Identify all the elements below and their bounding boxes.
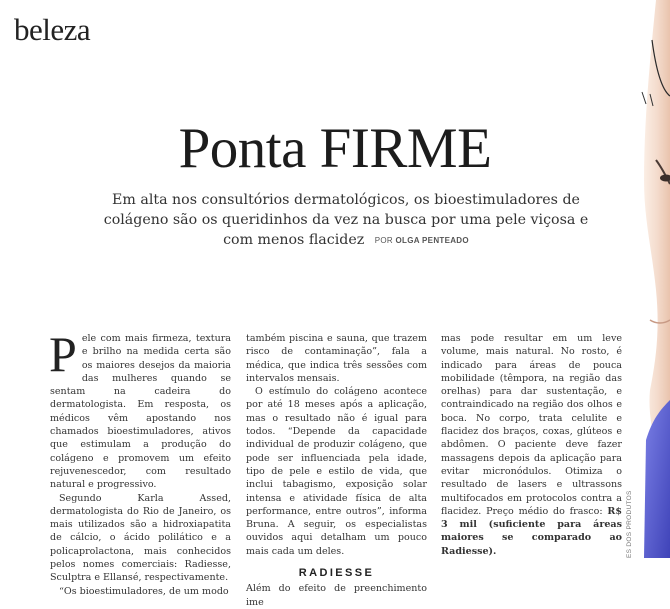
paragraph (49, 326, 231, 492)
paragraph: O estímulo do colágeno acontece por até 18 meses após a aplicação, mas o resultado não é igual para todos. “Depende da capacidade individual de produzir colágeno, que pode ser influenciada pela idade, tipo de pele e estilo de vida, que inclui tabagismo, exposição solar intensa e atividade física de alta performance, entre outros”, informa Bruna. A seguir, os especialistas ouvidos aqui detalham um pouco mais cada um deles. (246, 386, 427, 557)
deck (96, 190, 596, 251)
subhead-radiesse: RADIESSE (298, 567, 375, 580)
byline-prefix: POR (374, 236, 393, 245)
byline-name: OLGA PENTEADO (395, 236, 469, 245)
paragraph: também piscina e sauna, que trazem risco de contaminação”, fala a médica, que indica três sessões com intervalos mensais. (246, 333, 427, 384)
paragraph: Segundo Karla Assed, dermatologista do Rio de Janeiro, os mais utilizados são a hidroxiapatita de cálcio, o ácido polilático e a policaprolactona, mais conhecidos pelos nomes comerciais: Radiesse, Sculptra e Ellansé, respectivamente. (50, 492, 231, 584)
paragraph-text: ele com mais firmeza, textura e brilho na medida certa são os maiores desejos da maioria das mulheres quando se sentam na cadeira do dermatologista. Em resposta, os médicos vêm apostando nos chamados bioestimuladores, ativos que estimulam a produção do colágeno e promovem um efeito rejuvenescedor, com resultado natural e progressivo. (50, 333, 231, 491)
deck-text: Em alta nos consultórios dermatológicos, os bioestimuladores de colágeno são os queridinhos da vez na busca por uma pele viçosa e com menos flacidez (103, 192, 589, 248)
photo-credit: ES DOS PRODUTOS (626, 490, 633, 558)
article-column-2 (246, 332, 427, 609)
paragraph: Além do efeito de preenchimento ime (246, 583, 427, 608)
section-label: beleza (14, 12, 91, 47)
drop-cap: P (49, 326, 77, 382)
article-column-3 (441, 332, 622, 558)
paragraph (441, 332, 622, 558)
headline: Ponta FIRME (178, 117, 492, 180)
paragraph: “Os bioestimuladores, de um modo (59, 585, 229, 597)
paragraph-text: mas pode resultar em um leve volume, mais natural. No rosto, é indicado para áreas de pouca mobilidade (têmpora, na região das orelhas) para dar sustentação, e contraindicado na região dos olhos e boca. No corpo, trata celulite e flacidez dos braços, coxas, glúteos e abdômen. O paciente deve fazer massagens depois da aplicação para evitar micronódulos. Otimiza o resultado de lasers e ultrassons multifocados em protocolos contra a flacidez. Preço médio do frasco: (441, 333, 622, 517)
byline (375, 236, 469, 245)
article-column-1 (49, 326, 231, 598)
price-text: R$ 3 mil (suficiente para áreas maiores se comparado ao Radiesse). (441, 505, 622, 557)
